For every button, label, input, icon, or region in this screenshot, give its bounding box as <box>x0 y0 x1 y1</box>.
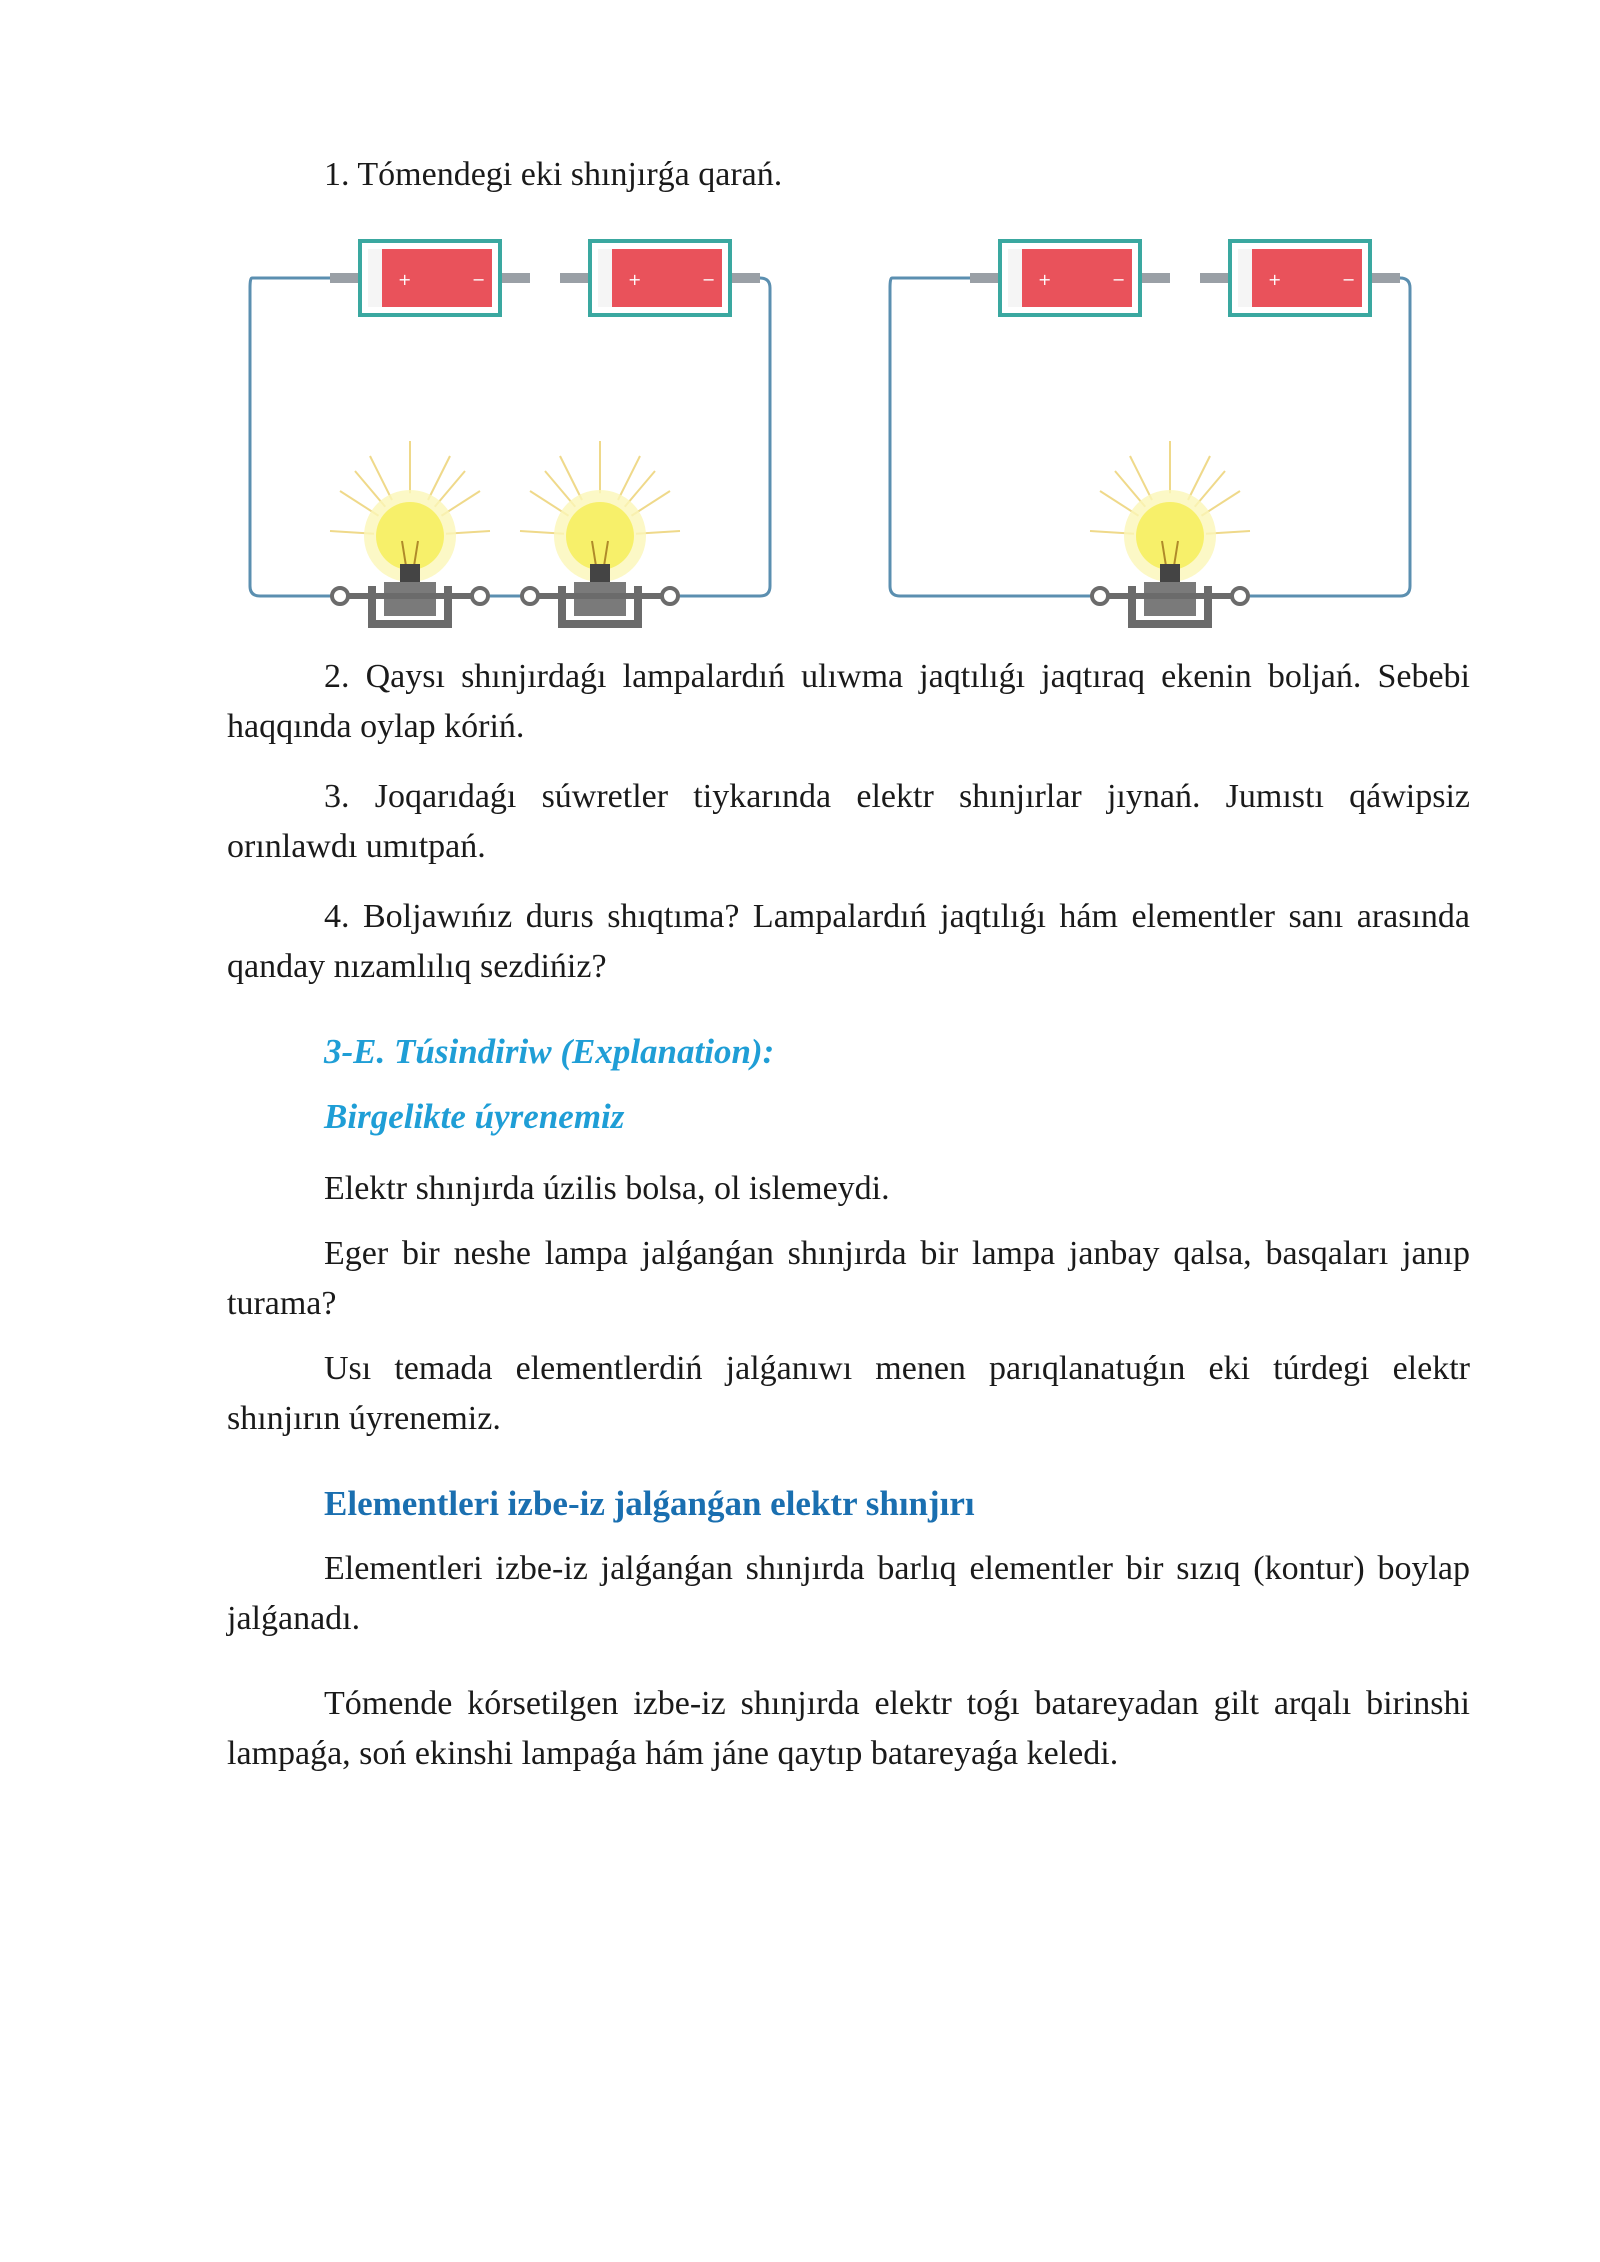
socket-screw <box>1232 588 1248 604</box>
circuit-two-bulbs <box>240 228 840 648</box>
battery-terminal <box>970 273 1000 283</box>
battery-plus-label: + <box>1268 270 1282 289</box>
battery-cap <box>1238 249 1252 307</box>
bulb-base <box>590 564 610 582</box>
paragraph-4: Elementleri izbe-iz jalǵanǵan shınjırda barlıq elementler bir sızıq (kontur) boylap jalǵanadı. <box>227 1550 1470 1637</box>
circuit-one-bulb <box>880 228 1480 648</box>
battery-terminal <box>1140 273 1170 283</box>
battery <box>970 241 1170 315</box>
battery-minus-label: − <box>1342 270 1356 289</box>
paragraph-1: Elektr shınjırda úzilis bolsa, ol islemeydi. <box>324 1170 890 1207</box>
socket-screw <box>472 588 488 604</box>
battery <box>330 241 530 315</box>
battery-terminal <box>330 273 360 283</box>
bulb-base <box>1160 564 1180 582</box>
circuit-wire <box>1236 278 1410 596</box>
bulb-base <box>400 564 420 582</box>
section-subtitle: Birgelikte úyrenemiz <box>324 1097 625 1136</box>
task-2: 2. Qaysı shınjırdaǵı lampalardıń ulıwma jaqtılıǵı jaqtıraq ekenin boljań. Sebebi haqqında oylap kóriń. <box>227 658 1470 745</box>
section-title: 3-E. Túsindiriw (Explanation): <box>324 1032 775 1071</box>
battery-plus-label: + <box>628 270 642 289</box>
battery-plus-label: + <box>398 270 412 289</box>
circuit-wire <box>890 278 1110 596</box>
light-bulb <box>1090 441 1250 624</box>
circuit-figures <box>240 228 1470 648</box>
battery-terminal <box>730 273 760 283</box>
paragraph-3: Usı temada elementlerdiń jalǵanıwı menen parıqlanatuǵın eki túrdegi elektr shınjırın úyrenemiz. <box>227 1350 1470 1437</box>
battery-minus-label: − <box>702 270 716 289</box>
paragraph-2: Eger bir neshe lampa jalǵanǵan shınjırda bir lampa janbay qalsa, basqaları janıp turama? <box>227 1235 1470 1322</box>
paragraph-5: Tómende kórsetilgen izbe-iz shınjırda elektr toǵı batareyadan gilt arqalı birinshi lampaǵa, soń ekinshi lampaǵa hám jáne qaytıp batareyaǵa keledi. <box>227 1685 1470 1772</box>
socket-screw <box>662 588 678 604</box>
battery-minus-label: − <box>472 270 486 289</box>
socket-screw <box>522 588 538 604</box>
battery-terminal <box>560 273 590 283</box>
battery-terminal <box>500 273 530 283</box>
battery-terminal <box>1200 273 1230 283</box>
battery-cap <box>1008 249 1022 307</box>
socket-screw <box>332 588 348 604</box>
task-4: 4. Boljawıńız durıs shıqtıma? Lampalardıń jaqtılıǵı hám elementler sanı arasında qanday nızamlılıq sezdińiz? <box>227 898 1470 985</box>
light-bulb <box>520 441 680 624</box>
bulb-glass <box>1136 502 1204 570</box>
battery <box>1200 241 1400 315</box>
battery-cap <box>598 249 612 307</box>
light-bulb <box>330 441 490 624</box>
socket-screw <box>1092 588 1108 604</box>
battery-plus-label: + <box>1038 270 1052 289</box>
series-circuit-heading: Elementleri izbe-iz jalǵanǵan elektr shınjırı <box>324 1484 975 1523</box>
circuit-wire <box>250 278 332 596</box>
bulb-glass <box>566 502 634 570</box>
bulb-glass <box>376 502 444 570</box>
task-1: 1. Tómendegi eki shınjırǵa qarań. <box>324 156 783 193</box>
battery-cap <box>368 249 382 307</box>
battery-terminal <box>1370 273 1400 283</box>
battery-minus-label: − <box>1112 270 1126 289</box>
circuit-wire <box>668 278 770 596</box>
battery <box>560 241 760 315</box>
task-3: 3. Joqarıdaǵı súwretler tiykarında elektr shınjırlar jıynań. Jumıstı qáwipsiz orınlawdı umıtpań. <box>227 778 1470 865</box>
